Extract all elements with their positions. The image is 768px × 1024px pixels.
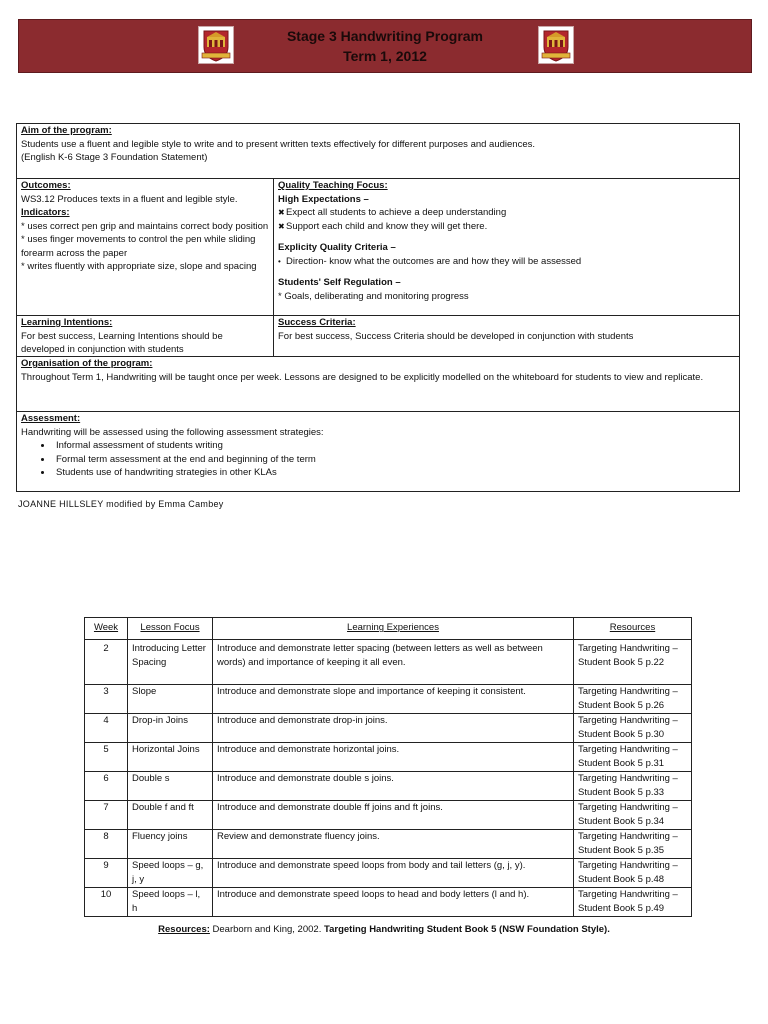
learning-intentions-heading: Learning Intentions: (21, 317, 113, 328)
lesson-focus-cell: Introducing Letter Spacing (128, 640, 213, 685)
table-row (85, 685, 692, 714)
assessment-cell (17, 412, 739, 491)
success-criteria-text: For best success, Success Criteria should be developed in conjunction with students (278, 330, 634, 342)
lesson-focus-cell: Horizontal Joins (128, 743, 213, 772)
resource-cell: Targeting Handwriting – Student Book 5 p.48 (574, 859, 692, 888)
learning-experience-cell: Introduce and demonstrate double s joins. (213, 772, 574, 801)
indicator-item: * uses finger movements to control the pen while sliding forearm across the paper (21, 234, 256, 259)
column-header-lesson-focus: Lesson Focus (128, 618, 213, 640)
table-row (85, 640, 692, 685)
resources-text-part1: Dearborn and King, 2002. (209, 924, 324, 935)
column-header-resources: Resources (574, 618, 692, 640)
aim-heading: Aim of the program: (21, 125, 112, 136)
success-criteria-cell (274, 316, 739, 356)
explicit-criteria-heading: Explicity Quality Criteria – (278, 242, 396, 253)
learning-experience-cell: Introduce and demonstrate drop-in joins. (213, 714, 574, 743)
week-cell: 10 (85, 888, 128, 917)
lesson-focus-cell: Double s (128, 772, 213, 801)
organisation-heading: Organisation of the program: (21, 358, 153, 369)
assessment-item: • Informal assessment of students writing (53, 439, 735, 453)
outcomes-heading: Outcomes: (21, 180, 71, 191)
aim-source: (English K-6 Stage 3 Foundation Statement) (21, 152, 208, 163)
resource-cell: Targeting Handwriting – Student Book 5 p.34 (574, 801, 692, 830)
learning-intentions-text: For best success, Learning Intentions should be developed in conjunction with students (21, 330, 223, 355)
assessment-list (21, 439, 735, 480)
assessment-row (17, 411, 739, 491)
resource-cell: Targeting Handwriting – Student Book 5 p.26 (574, 685, 692, 714)
lesson-focus-cell: Fluency joins (128, 830, 213, 859)
learning-experience-cell: Introduce and demonstrate speed loops to head and body letters (l and h). (213, 888, 574, 917)
lesson-focus-cell: Speed loops – l, h (128, 888, 213, 917)
intentions-criteria-row (17, 315, 739, 356)
learning-experience-cell: Introduce and demonstrate letter spacing (between letters as well as between words) and importance of keeping it all even. (213, 640, 574, 685)
assessment-heading: Assessment: (21, 413, 81, 424)
resource-cell: Targeting Handwriting – Student Book 5 p.35 (574, 830, 692, 859)
table-row (85, 830, 692, 859)
quality-heading: Quality Teaching Focus: (278, 180, 388, 191)
outcome-code: WS3.12 Produces texts in a fluent and legible style. (21, 193, 238, 205)
weekly-lesson-table (84, 617, 692, 917)
table-header-row (85, 618, 692, 640)
indicators-heading: Indicators: (21, 207, 70, 218)
assessment-intro: Handwriting will be assessed using the following assessment strategies: (21, 426, 324, 438)
banner-title-line1: Stage 3 Handwriting Program (286, 28, 484, 44)
week-cell: 7 (85, 801, 128, 830)
organisation-row (17, 356, 739, 411)
high-expectations-item: ✖ Support each child and know they will get there. (278, 220, 488, 232)
resources-book-title: Targeting Handwriting Student Book 5 (323, 924, 497, 935)
cross-bullet-icon: ✖ (278, 221, 285, 231)
outcomes-quality-row (17, 178, 739, 315)
assessment-item: • Formal term assessment at the end and beginning of the term (53, 453, 735, 467)
column-header-week: Week (85, 618, 128, 640)
aim-cell (17, 124, 739, 178)
resources-label: Resources: (158, 924, 210, 935)
school-crest-logo (538, 26, 574, 64)
week-cell: 5 (85, 743, 128, 772)
organisation-cell (17, 357, 739, 411)
quality-teaching-cell (274, 179, 739, 315)
week-cell: 4 (85, 714, 128, 743)
learning-experience-cell: Introduce and demonstrate speed loops from body and tail letters (g, j, y). (213, 859, 574, 888)
indicator-item: * uses correct pen grip and maintains correct body position (21, 220, 269, 232)
table-row (85, 888, 692, 917)
resources-text-part2: (NSW Foundation Style). (496, 924, 610, 935)
table-row (85, 859, 692, 888)
table-row (85, 743, 692, 772)
week-cell: 9 (85, 859, 128, 888)
week-cell: 8 (85, 830, 128, 859)
high-expectations-item: ✖ Expect all students to achieve a deep understanding (278, 207, 507, 218)
resource-cell: Targeting Handwriting – Student Book 5 p.30 (574, 714, 692, 743)
cross-bullet-icon: ✖ (278, 208, 285, 217)
indicator-item: * writes fluently with appropriate size, slope and spacing (21, 261, 257, 272)
explicit-criteria-item: • Direction- know what the outcomes are and how they will be assessed (278, 255, 582, 267)
outcomes-cell (17, 179, 274, 315)
lesson-focus-cell: Drop-in Joins (128, 714, 213, 743)
success-criteria-heading: Success Criteria: (278, 317, 356, 328)
aim-row (17, 124, 739, 178)
column-header-learning-experiences: Learning Experiences (213, 618, 574, 640)
aim-text: Students use a fluent and legible style to write and to present written texts effectively for different purposes and audiences. (21, 138, 536, 150)
resource-cell: Targeting Handwriting – Student Book 5 p.22 (574, 640, 692, 685)
week-cell: 6 (85, 772, 128, 801)
program-overview-table (16, 123, 740, 492)
resources-citation (0, 924, 768, 935)
banner-title (19, 26, 751, 66)
self-regulation-heading: Students' Self Regulation – (278, 277, 401, 288)
table-row (85, 772, 692, 801)
learning-experience-cell: Introduce and demonstrate double ff joins and ft joins. (213, 801, 574, 830)
table-row (85, 714, 692, 743)
learning-experience-cell: Introduce and demonstrate horizontal joins. (213, 743, 574, 772)
banner-title-line2: Term 1, 2012 (343, 48, 427, 64)
lesson-focus-cell: Double f and ft (128, 801, 213, 830)
resource-cell: Targeting Handwriting – Student Book 5 p.49 (574, 888, 692, 917)
high-expectations-heading: High Expectations – (278, 193, 369, 205)
lesson-focus-cell: Slope (128, 685, 213, 714)
author-credit: JOANNE HILLSLEY modified by Emma Cambey (18, 499, 224, 509)
organisation-text: Throughout Term 1, Handwriting will be taught once per week. Lessons are designed to be explicitly modelled on the whiteboard for students to view and replicate. (21, 371, 704, 383)
self-regulation-item: * Goals, deliberating and monitoring progress (278, 290, 469, 302)
resource-cell: Targeting Handwriting – Student Book 5 p.33 (574, 772, 692, 801)
resource-cell: Targeting Handwriting – Student Book 5 p.31 (574, 743, 692, 772)
bullet-icon: • (278, 256, 281, 266)
week-cell: 3 (85, 685, 128, 714)
assessment-item: • Students use of handwriting strategies in other KLAs (53, 466, 735, 480)
learning-experience-cell: Review and demonstrate fluency joins. (213, 830, 574, 859)
learning-experience-cell: Introduce and demonstrate slope and importance of keeping it consistent. (213, 685, 574, 714)
week-cell: 2 (85, 640, 128, 685)
lesson-focus-cell: Speed loops – g, j, y (128, 859, 213, 888)
header-banner (18, 19, 752, 73)
learning-intentions-cell (17, 316, 274, 356)
table-row (85, 801, 692, 830)
